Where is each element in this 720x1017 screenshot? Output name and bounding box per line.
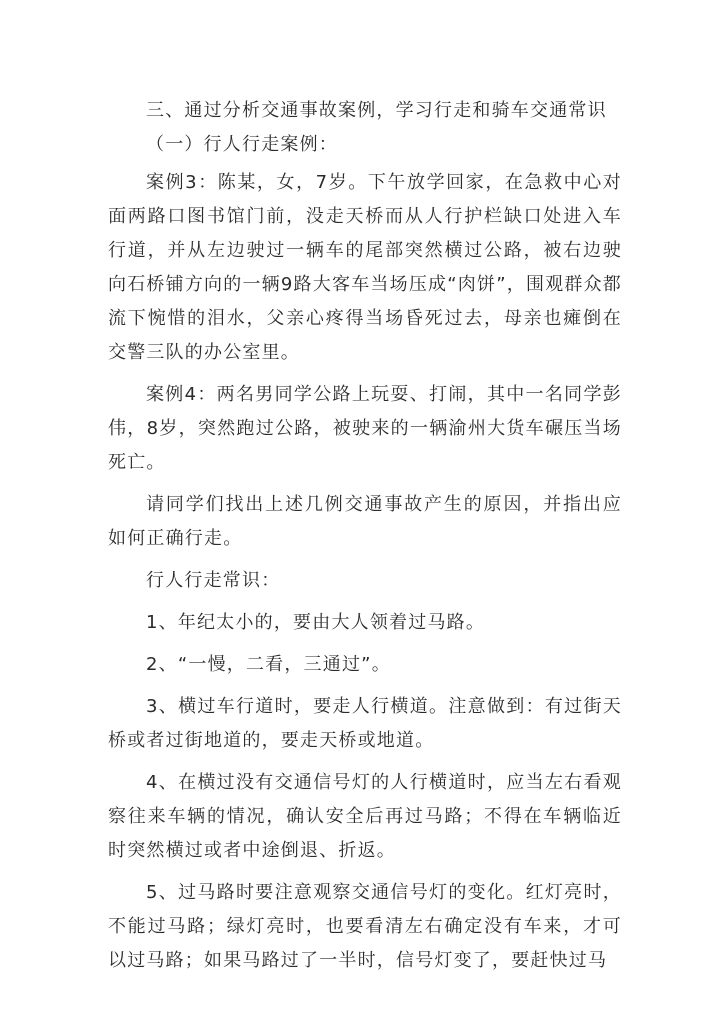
question-paragraph: 请同学们找出上述几例交通事故产生的原因，并指出应如何正确行走。 [108, 494, 622, 549]
section-heading: 三、通过分析交通事故案例，学习行走和骑车交通常识 [146, 100, 607, 121]
rule-3: 3、横过车行道时，要走人行横道。注意做到：有过街天桥或者过街地道的，要走天桥或地道。 [108, 696, 622, 751]
rule-4: 4、在横过没有交通信号灯的人行横道时，应当左右看观察往来车辆的情况，确认安全后再过马路；不得在车辆临近时突然横过或者中途倒退、折返。 [108, 772, 622, 861]
case-4-paragraph: 案例4：两名男同学公路上玩耍、打闹，其中一名同学彭伟，8岁，突然跑过公路，被驶来的一辆渝州大货车碾压当场死亡。 [108, 384, 622, 473]
case-3-paragraph: 案例3：陈某，女，7岁。下午放学回家，在急救中心对面两路口图书馆门前，没走天桥而从人行护栏缺口处进入车行道，并从左边驶过一辆车的尾部突然横过公路，被右边驶向石桥铺方向的一辆9路大客车当场压成“肉饼”，围观群众都流下惋惜的泪水，父亲心疼得当场昏死过去，母亲也瘫倒在交警三队的办公室里。 [108, 172, 622, 363]
knowledge-heading: 行人行走常识： [146, 570, 281, 591]
subsection-heading: （一）行人行走案例： [146, 134, 338, 155]
rule-2: 2、“一慢，二看，三通过”。 [146, 654, 391, 675]
document-body [108, 94, 622, 986]
rule-1: 1、年纪太小的，要由大人领着过马路。 [146, 612, 486, 633]
rule-5: 5、过马路时要注意观察交通信号灯的变化。红灯亮时，不能过马路；绿灯亮时，也要看清左右确定没有车来，才可以过马路；如果马路过了一半时，信号灯变了，要赶快过马 [108, 882, 622, 971]
